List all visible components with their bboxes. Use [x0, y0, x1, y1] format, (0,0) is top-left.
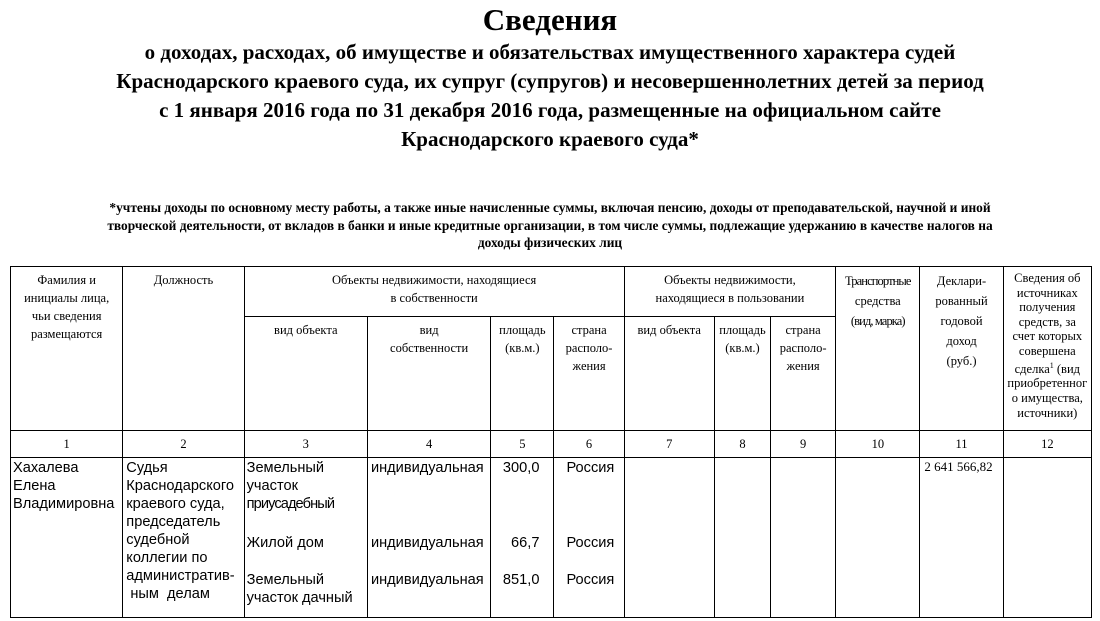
footnote-line: доходы физических лиц [477, 235, 623, 250]
column-number: 4 [367, 431, 490, 458]
document-subtitle [0, 38, 1100, 154]
table-row [11, 458, 1092, 618]
header-used-area: площадь (кв.м.) [714, 317, 770, 431]
column-number-row [11, 431, 1092, 458]
column-number: 8 [714, 431, 770, 458]
column-number: 5 [491, 431, 554, 458]
cell-used-country [771, 458, 836, 618]
header-owned-property: Объекты недвижимости, находящиеся в собственности [244, 267, 624, 317]
cell-sources [1003, 458, 1091, 618]
column-number: 10 [836, 431, 920, 458]
cell-object-type: Земельный участок приусадебный Жилой дом Земельный участок дачный [244, 458, 367, 618]
subtitle-line: Краснодарского краевого суда* [401, 127, 699, 151]
column-number: 2 [123, 431, 244, 458]
footnote-line: творческой деятельности, от вкладов в банки и иные кредитные организации, в том числе суммы, подлежащие удержанию в качестве налогов на [107, 217, 993, 233]
header-fio: Фамилия и инициалы лица, чьи сведения размещаются [11, 267, 123, 431]
header-owned-kind: вид собственности [367, 317, 490, 431]
cell-used-type [624, 458, 714, 618]
header-sources: Сведения об источниках получения средств, за счет которых совершена сделка$^1$ (вид приобретенног о имущества, источники) [1003, 267, 1091, 431]
cell-country: Россия Россия Россия [554, 458, 624, 618]
column-number: 12 [1003, 431, 1091, 458]
column-number: 1 [11, 431, 123, 458]
cell-used-area [714, 458, 770, 618]
cell-transport [836, 458, 920, 618]
header-owned-country: страна располо- жения [554, 317, 624, 431]
header-income: Деклари- рованный годовой доход (руб.) [920, 267, 1003, 431]
subtitle-line: с 1 января 2016 года по 31 декабря 2016 года, размещенные на официальном сайте [159, 98, 941, 122]
header-owned-type: вид объекта [244, 317, 367, 431]
header-used-type: вид объекта [624, 317, 714, 431]
footnote [50, 199, 1050, 252]
header-position: Должность [123, 267, 244, 431]
cell-ownership: индивидуальная индивидуальная индивидуальная [367, 458, 490, 618]
subtitle-line: Краснодарского краевого суда, их супруг (супругов) и несовершеннолетних детей за период [116, 69, 984, 93]
column-number: 3 [244, 431, 367, 458]
footnote-line: *учтены доходы по основному месту работы, а также иные начисленные суммы, включая пенсию, доходы от преподавательской, научной и иной [109, 200, 991, 215]
document-title: Сведения [482, 2, 618, 37]
header-owned-area: площадь (кв.м.) [491, 317, 554, 431]
subtitle-line: о доходах, расходах, об имуществе и обязательствах имущественного характера судей [144, 40, 956, 64]
column-number: 6 [554, 431, 624, 458]
cell-position: Судья Краснодарского краевого суда, председатель судебной коллегии по административ- ным делам [123, 458, 244, 618]
column-number: 11 [920, 431, 1003, 458]
column-number: 7 [624, 431, 714, 458]
column-number: 9 [771, 431, 836, 458]
cell-income: 2 641 566,82 [920, 458, 1003, 618]
cell-area: 300,0 66,7 851,0 [491, 458, 554, 618]
declaration-table [10, 266, 1092, 618]
header-used-property: Объекты недвижимости, находящиеся в пользовании [624, 267, 836, 317]
header-used-country: страна располо- жения [771, 317, 836, 431]
header-transport: Транспортные средства (вид, марка) [836, 267, 920, 431]
cell-name: Хахалева Елена Владимировна [11, 458, 123, 618]
